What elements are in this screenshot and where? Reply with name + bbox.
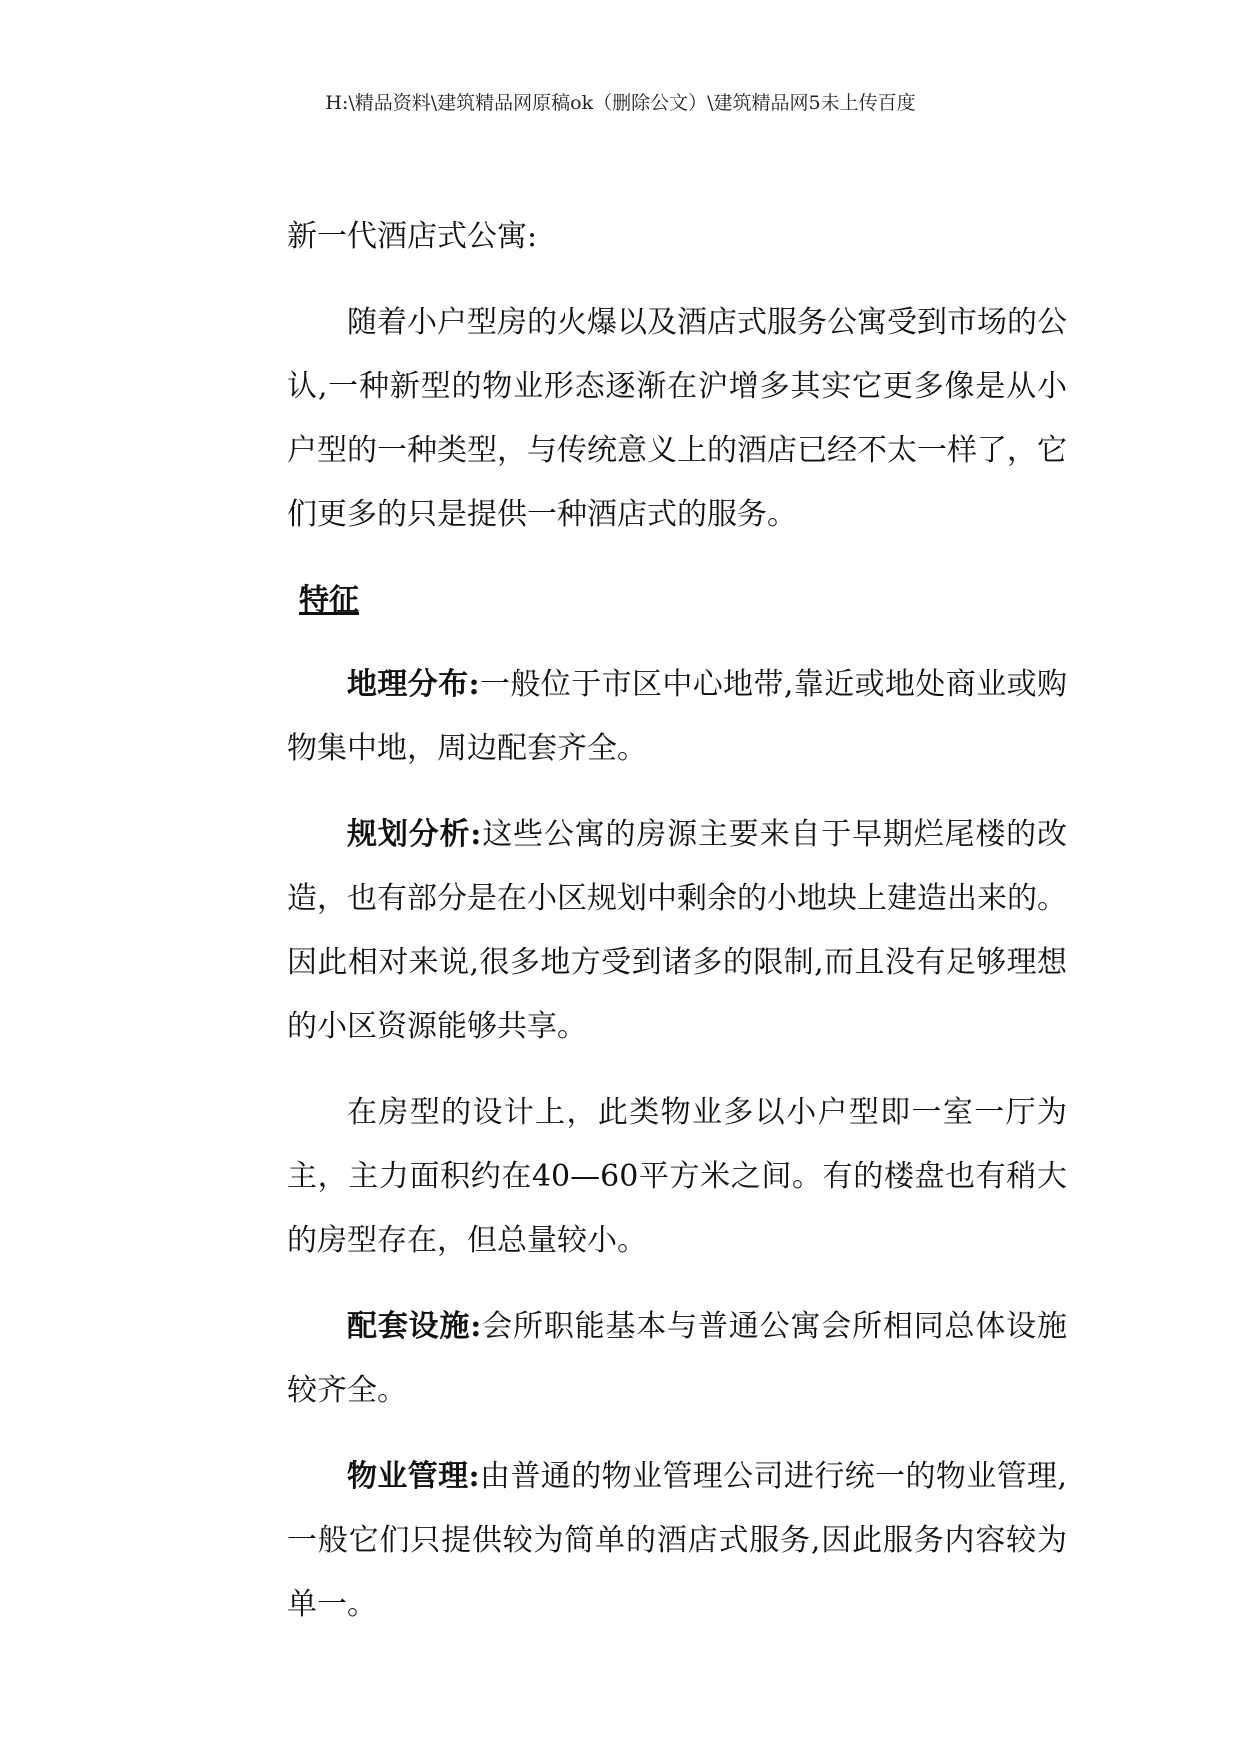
management-text: 由普通的物业管理公司进行统一的物业管理,一般它们只提供较为简单的酒店式服务,因此服务内容较为单一。 [287,1459,1067,1622]
geo-label: 地理分布: [347,667,480,702]
facilities-paragraph [287,1295,1067,1423]
geo-text: 一般位于市区中心地带,靠近或地处商业或购物集中地，周边配套齐全。 [287,667,1067,766]
management-paragraph [287,1445,1067,1637]
document-title: 新一代酒店式公寓: [287,219,538,254]
plan-label: 规划分析: [347,817,482,852]
management-label: 物业管理: [347,1459,480,1494]
intro-paragraph: 随着小户型房的火爆以及酒店式服务公寓受到市场的公认,一种新型的物业形态逐渐在沪增多其实它更多像是从小户型的一种类型，与传统意义上的酒店已经不太一样了，它们更多的只是提供一种酒店式的服务。 [287,305,1067,532]
facilities-text: 会所职能基本与普通公寓会所相同总体设施较齐全。 [287,1309,1068,1408]
document-body [287,205,1067,1659]
header-file-path: H:\精品资料\建筑精品网原稿ok（删除公文）\建筑精品网5未上传百度 [325,92,916,114]
geo-paragraph [287,653,1067,781]
plan-paragraph [287,803,1067,1059]
facilities-label: 配套设施: [347,1309,482,1344]
layout-paragraph: 在房型的设计上，此类物业多以小户型即一室一厅为主，主力面积约在40—60平方米之间。有的楼盘也有稍大的房型存在，但总量较小。 [287,1095,1067,1258]
section-heading: 特征 [299,583,359,618]
plan-text: 这些公寓的房源主要来自于早期烂尾楼的改造，也有部分是在小区规划中剩余的小地块上建造出来的。因此相对来说,很多地方受到诸多的限制,而且没有足够理想的小区资源能够共享。 [287,817,1068,1044]
